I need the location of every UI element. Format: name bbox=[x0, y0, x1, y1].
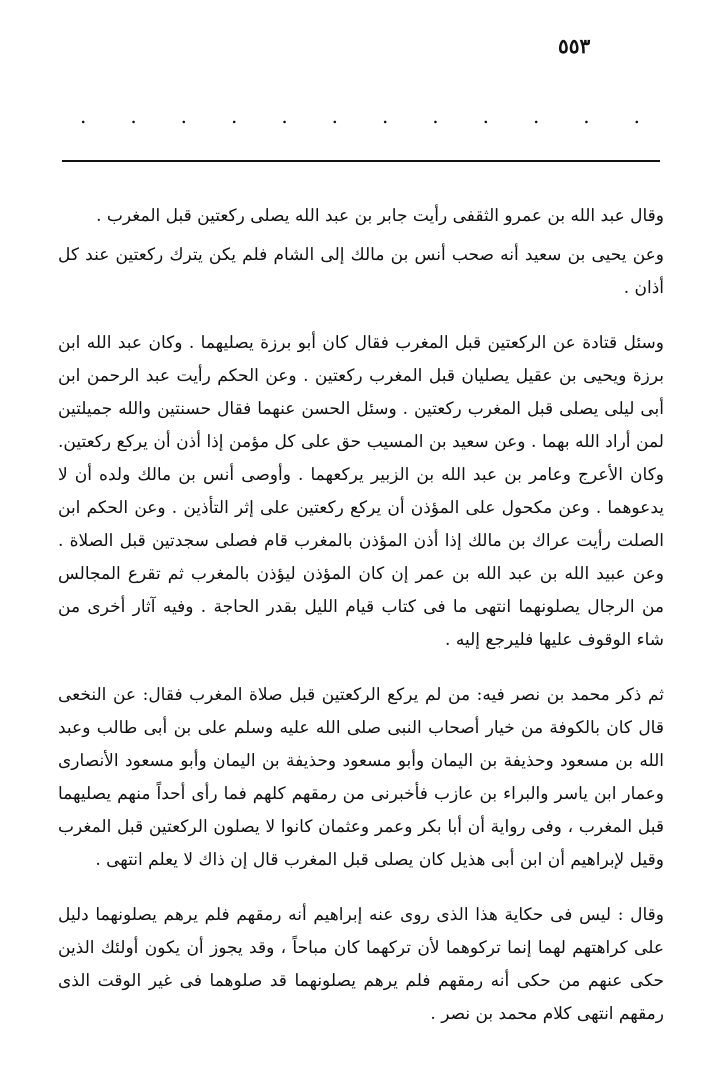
paragraph-ibn-nasr: ثم ذكر محمد بن نصر فيه: من لم يركع الركعتين قبل صلاة المغرب فقال: عن النخعى قال كان بالكوفة من خيار أصحاب النبى صلى الله عليه وسلم على بن أبى طالب وعبد الله بن مسعود وحذيفة بن اليمان وأبو مسعود وحذيفة بن اليمان وأبو مسعود الأنصارى وعمار ابن ياسر والبراء بن عازب فأخبرنى من رمقهم كلهم فما رأى أحداً منهم يصليهما قبل المغرب ، وفى رواية أن أبا بكر وعمر وعثمان كانوا لا يصلون الركعتين قبل المغرب وقيل لإبراهيم أن ابن أبى هذيل كان يصلى قبل المغرب قال إن ذاك لا يعلم انتهى . bbox=[58, 685, 664, 870]
leader-dot: . bbox=[80, 104, 87, 128]
paragraph-anas: وعن يحيى بن سعيد أنه صحب أنس بن مالك إلى الشام فلم يكن يترك ركعتين عند كل أذان . bbox=[58, 245, 664, 298]
page-body bbox=[58, 200, 664, 1031]
leader-dot: . bbox=[230, 104, 238, 128]
leader-dot: . bbox=[583, 104, 590, 128]
leader-dot: . bbox=[281, 104, 288, 128]
leader-dot: . bbox=[331, 104, 338, 128]
leader-dot: . bbox=[381, 104, 389, 128]
leader-dot: . bbox=[633, 104, 640, 128]
leader-dot: . bbox=[532, 104, 540, 128]
leader-dot: . bbox=[482, 104, 489, 128]
paragraph-conclusion: وقال : ليس فى حكاية هذا الذى روى عنه إبراهيم أنه رمقهم فلم يرهم يصلونهما دليل على كراهتهم لهما إنما تركوهما لأن تركهما كان مباحاً ، وقد يجوز أن يكون أولئك الذين حكى عنهم من حكى أنه رمقهم فلم يرهم يصلونهما قد صلوهما فى غير الوقت الذى رمقهم انتهى كلام محمد بن نصر . bbox=[58, 905, 664, 1024]
page-number: ٥٥٣ bbox=[558, 34, 591, 58]
paragraph-qatada: وسئل قتادة عن الركعتين قبل المغرب فقال كان أبو برزة يصليهما . وكان عبد الله ابن برزة ويحيى بن عقيل يصليان قبل المغرب ركعتين . وعن الحكم رأيت عبد الرحمن ابن أبى ليلى يصلى قبل المغرب ركعتين . وسئل الحسن عنهما فقال حسنتين والله جميلتين لمن أراد الله بهما . وعن سعيد بن المسيب حق على كل مؤمن إذا أذن أن يركع ركعتين. وكان الأعرج وعامر بن عبد الله بن الزبير يركعهما . وأوصى أنس بن مالك ولده أن لا يدعوهما . وعن مكحول على المؤذن أن يركع ركعتين على إثر التأذين . وعن الحكم ابن الصلت رأيت عراك بن مالك إذا أذن المؤذن بالمغرب قام فصلى سجدتين قبل الصلاة . وعن عبيد الله بن عبد الله بن عمر إن كان المؤذن ليؤذن بالمغرب ثم تقرع المجالس من الرجال يصلونهما انتهى ما فى كتاب قيام الليل بقدر الحاجة . وفيه آثار أخرى من شاء الوقوف عليها فليرجع إليه . bbox=[58, 333, 664, 650]
header-rule bbox=[62, 160, 660, 162]
leader-dot: . bbox=[180, 104, 188, 128]
leader-dot: . bbox=[130, 104, 137, 128]
leader-dot: . bbox=[432, 104, 439, 128]
paragraph-jabir: وقال عبد الله بن عمرو الثقفى رأيت جابر بن عبد الله يصلى ركعتين قبل المغرب . bbox=[96, 206, 664, 226]
dot-leader bbox=[80, 106, 640, 126]
